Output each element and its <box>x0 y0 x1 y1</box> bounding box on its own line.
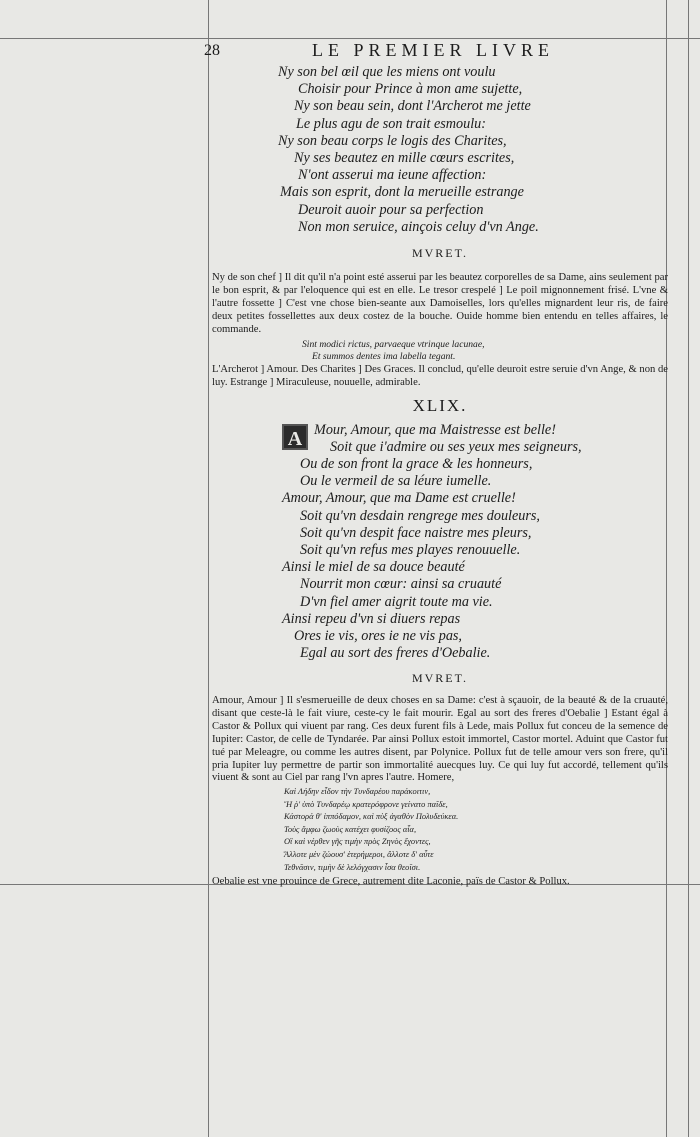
top-rule <box>0 38 700 39</box>
verse-line: Mais son esprit, dont la merueille estrange <box>280 184 524 201</box>
muret-heading: MVRET. <box>411 246 469 260</box>
verse-line: Mour, Amour, que ma Maistresse est belle! <box>314 422 556 438</box>
commentary-paragraph: L'Archerot ] Amour. Des Charites ] Des Graces. Il conclud, qu'elle deuroit estre seruie d'vn Ange, & non de luy. Estrange ] Miraculeuse, nouuelle, admirable. <box>212 364 668 389</box>
greek-line: Καὶ Λήδην εἶδον τὴν Τυνδαρέου παράκοιτιν, <box>284 787 431 796</box>
verse-line: Ou de son front la grace & les honneurs, <box>300 456 533 472</box>
commentary-paragraph: Oebalie est vne prouince de Grece, autrement dite Laconie, païs de Castor & Pollux. <box>212 876 570 887</box>
greek-line: Ἄλλοτε μὲν ζώουσ' ἑτερήμεροι, ἄλλοτε δ' αὖτε <box>284 849 434 859</box>
latin-quote-line: Et summos dentes ima labella tegant. <box>312 351 456 363</box>
verse-line: Ainsi repeu d'vn si diuers repas <box>282 610 461 627</box>
verse-line: Amour, Amour, que ma Dame est cruelle! <box>282 490 516 507</box>
left-margin-rule <box>208 0 209 1137</box>
commentary-48 <box>212 272 668 390</box>
verse-line: Soit qu'vn refus mes playes renouuelle. <box>300 541 521 558</box>
commentary-paragraph: Amour, Amour ] Il s'esmerueille de deux choses en sa Dame: c'est à sçauoir, de la beauté & de la cruauté, disant que ceste-là le fait viure, ceste-cy le fait mourir. Egal au sort des freres d'Oebalie ] Estant égal à Castor & Pollux qui viuent par rang. Ces deux furent fils à Lede, mais Pollux fut conceu de la semence de Iupiter: Castor, de celle de Tyndarée. Par ainsi Pollux estoit immortel, Castor mortel. Aduint que Castor fut tué par Meleagre, ou comme les autres disent, par Polynice. Pollux fut de telle amour vers son frere, qu'il pria Iupiter luy permettre de partir son immortalité auecques luy. Ce qui luy fut accordé, tellement qu'ils viuent & sont au Ciel par rang l'vn apres l'autre. Homere, <box>212 695 668 784</box>
verse-line: Nourrit mon cœur: ainsi sa cruauté <box>300 576 502 593</box>
verse-line: Ny son beau corps le logis des Charites, <box>278 132 507 149</box>
muret-heading: MVRET. <box>411 671 469 685</box>
running-title: LE PREMIER LIVRE <box>312 40 554 60</box>
verse-line: Non mon seruice, ainçois celuy d'vn Ange. <box>298 218 539 235</box>
right-edge-rule <box>688 0 689 1137</box>
verse-line: Ny son bel œil que les miens ont voulu <box>278 64 496 80</box>
verse-line: Ny ses beautez en mille cœurs escrites, <box>294 149 515 166</box>
verse-line: Ores ie vis, ores ie ne vis pas, <box>294 627 462 644</box>
verse-line-first <box>282 422 602 456</box>
sonnet-number: XLIX. <box>412 396 468 415</box>
verse-line: N'ont asserui ma ieune affection: <box>298 167 487 184</box>
drop-cap: A <box>282 424 308 450</box>
verse-line: D'vn fiel amer aigrit toute ma vie. <box>300 593 493 610</box>
page-number: 28 <box>204 42 220 59</box>
sonnet-49 <box>282 422 602 662</box>
homer-greek-quote <box>284 786 484 874</box>
verse-line: Soit qu'vn desdain rengrege mes douleurs, <box>300 507 540 524</box>
page-header <box>204 40 584 62</box>
greek-line: Τοὺς ἄμφω ζωοὺς κατέχει φυσίζοος αἶα, <box>284 824 417 834</box>
verse-line: Deuroit auoir pour sa perfection <box>298 201 484 218</box>
verse-line: Ainsi le miel de sa douce beauté <box>282 559 465 576</box>
verse-line: Soit que i'admire ou ses yeux mes seigneurs, <box>330 439 582 455</box>
verse-line: Ou le vermeil de sa léure iumelle. <box>300 473 492 490</box>
greek-line: Ἥ ῥ' ὑπὸ Τυνδαρέῳ κρατερόφρονε γείνατο παῖδε, <box>284 799 448 809</box>
verse-line: Ny son beau sein, dont l'Archerot me jette <box>294 98 531 115</box>
verse-line: Soit qu'vn despit face naistre mes pleurs, <box>300 524 532 541</box>
latin-quote-line: Sint modici rictus, parvaeque vtrinque lacunae, <box>302 338 485 350</box>
greek-line: Τεθνᾶσιν, τιμὴν δὲ λελόγχασιν ἶσα θεοῖσι. <box>284 862 421 872</box>
commentary-49 <box>212 695 668 785</box>
greek-line: Οἳ καὶ νέρθεν γῆς τιμὴν πρὸς Ζηνὸς ἔχοντες, <box>284 837 431 847</box>
verse-line: Choisir pour Prince à mon ame sujette, <box>298 81 523 98</box>
right-margin-rule <box>666 0 667 1137</box>
greek-line: Κάστορά θ' ἱππόδαμον, καὶ πὺξ ἀγαθὸν Πολυδεύκεα. <box>284 812 459 822</box>
verse-line: Le plus agu de son trait esmoulu: <box>296 115 486 132</box>
commentary-paragraph: Ny de son chef ] Il dit qu'il n'a point esté asserui par les beautez corporelles de sa Dame, ains seulement par le bon esprit, & par l'eloquence qui est en elle. Le tresor crespelé ] Le poil mignonnement frisé. L'vne & l'autre fossette ] C'est vne chose bien-seante aux Damoiselles, lors qu'elles mignardent leur ris, de faire deux petites fossellettes aux deux costez de la bouche. Ouide homme bien entendu en telles affaires, le commande. <box>212 272 668 335</box>
commentary-closing <box>212 876 668 889</box>
verse-line: Egal au sort des freres d'Oebalie. <box>300 645 491 662</box>
sonnet-48-tail <box>270 64 590 236</box>
